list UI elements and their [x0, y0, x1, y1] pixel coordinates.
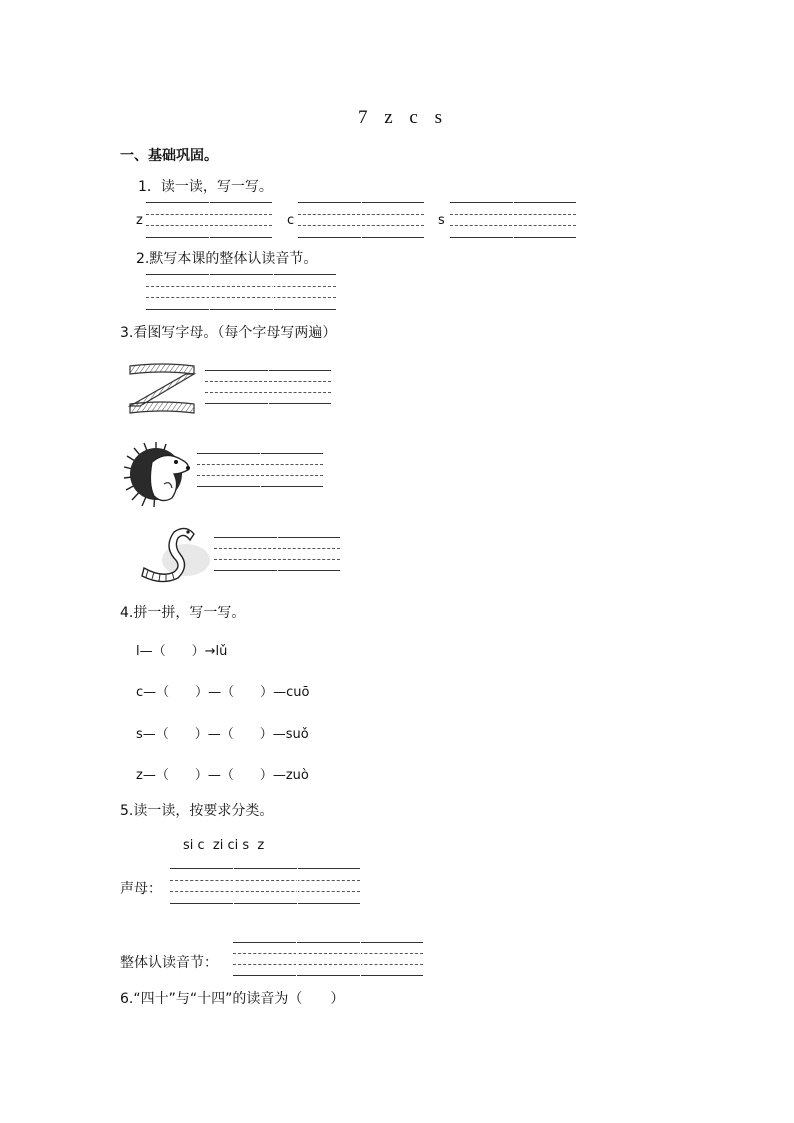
question-2-label: 2.默写本课的整体认读音节。	[136, 251, 318, 267]
question-6-label: 6.“四十”与“十四”的读音为（ ）	[120, 991, 345, 1007]
grid-line	[170, 880, 360, 881]
q3-writing-grid-z[interactable]	[205, 370, 331, 404]
q4-row-s[interactable]: s—（ ）—（ ）—suǒ	[136, 727, 309, 742]
q4-row-c[interactable]: c—（ ）—（ ）—cuō	[136, 685, 310, 700]
grid-cell-gap	[268, 370, 269, 404]
grid-line	[146, 286, 336, 287]
section-heading-basics: 一、基础巩固。	[120, 148, 218, 164]
q3-writing-grid-s[interactable]	[214, 537, 340, 571]
question-3-label: 3.看图写字母。（每个字母写两遍）	[120, 325, 337, 341]
q2-writing-grid[interactable]	[146, 274, 336, 310]
grid-cell-gap	[260, 453, 261, 487]
q4-row-l[interactable]: l—（ ）→lǔ	[136, 644, 228, 659]
grid-line	[146, 274, 336, 275]
grid-line	[170, 891, 360, 892]
grid-cell-gap	[277, 537, 278, 571]
grid-line	[233, 942, 423, 943]
worm-s-shape-icon	[134, 522, 214, 588]
grid-line	[233, 953, 423, 954]
question-5-label: 5.读一读，按要求分类。	[120, 803, 274, 819]
q5-zhengti-writing-grid[interactable]	[233, 942, 423, 976]
grid-line	[170, 903, 360, 904]
grid-cell-gap	[209, 274, 210, 310]
q3-writing-grid-c[interactable]	[197, 453, 323, 487]
grid-cell-gap	[513, 202, 514, 238]
z-shaped-picture-icon	[124, 360, 200, 418]
grid-line	[146, 297, 336, 298]
q5-syllable-items: si c zi ci s z	[183, 838, 265, 853]
question-1-label: 1．读一读，写一写。	[138, 179, 273, 195]
grid-line	[233, 975, 423, 976]
hedgehog-icon	[122, 440, 194, 508]
grid-cell-gap	[296, 942, 297, 976]
q1-letter-c: c	[287, 213, 295, 228]
grid-cell-gap	[209, 202, 210, 238]
q5-shengmu-label: 声母：	[120, 881, 162, 897]
grid-line	[146, 309, 336, 310]
grid-cell-gap	[360, 942, 361, 976]
q1-writing-grid-s[interactable]	[450, 202, 576, 238]
q5-zhengti-label: 整体认读音节：	[120, 955, 218, 971]
q1-letter-s: s	[438, 213, 445, 228]
grid-cell-gap	[233, 868, 234, 904]
grid-line	[170, 868, 360, 869]
grid-line	[233, 964, 423, 965]
grid-cell-gap	[273, 274, 274, 310]
question-4-label: 4.拼一拼，写一写。	[120, 605, 246, 621]
q1-letter-z: z	[136, 213, 143, 228]
q4-row-z[interactable]: z—（ ）—（ ）—zuò	[136, 768, 309, 783]
page-title: 7 z c s	[358, 107, 449, 128]
q5-shengmu-writing-grid[interactable]	[170, 868, 360, 904]
q1-writing-grid-c[interactable]	[298, 202, 424, 238]
grid-cell-gap	[297, 868, 298, 904]
grid-cell-gap	[361, 202, 362, 238]
q1-writing-grid-z[interactable]	[146, 202, 272, 238]
